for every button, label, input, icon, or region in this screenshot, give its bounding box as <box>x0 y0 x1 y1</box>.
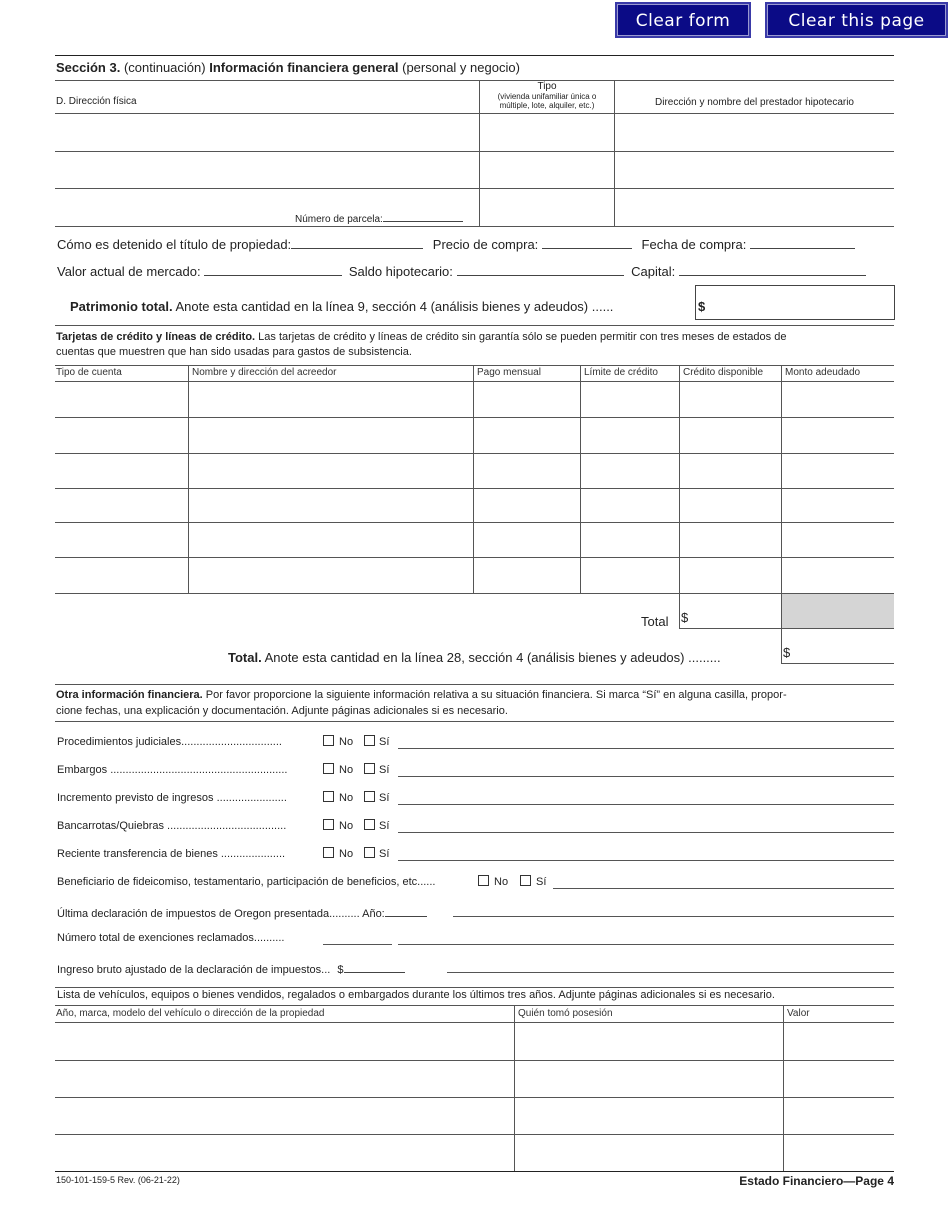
net-worth-dots: ...... <box>591 299 614 314</box>
explanation-field[interactable] <box>453 916 894 917</box>
no-checkbox[interactable] <box>323 819 334 830</box>
parcel-number-field[interactable] <box>383 209 463 222</box>
divider <box>679 365 680 628</box>
divider <box>580 365 581 593</box>
col-possession: Quién tomó posesión <box>518 1008 613 1019</box>
item-beneficiary-label: Beneficiario de fideicomiso, testamentario, participación de beneficios, etc...... <box>57 876 436 888</box>
mortgage-balance-field[interactable] <box>457 263 624 276</box>
item-income-increase-label: Incremento previsto de ingresos ....................... <box>57 792 287 804</box>
table-row <box>55 522 894 523</box>
purchase-price-field[interactable] <box>542 236 632 249</box>
exemptions-label: Número total de exenciones reclamados.......... <box>57 932 285 944</box>
purchase-date-field[interactable] <box>750 236 855 249</box>
col-credit-limit: Límite de crédito <box>584 367 658 378</box>
yes-label: Sí <box>379 820 390 832</box>
no-checkbox[interactable] <box>323 763 334 774</box>
section-subtitle: (personal y negocio) <box>402 60 520 75</box>
col-type-label: Tipo <box>537 81 557 92</box>
divider <box>55 365 894 366</box>
clear-page-button[interactable]: Clear this page <box>765 2 948 38</box>
col-available-credit: Crédito disponible <box>683 367 764 378</box>
grand-total-dots: ......... <box>688 650 721 665</box>
net-worth-field[interactable] <box>695 285 895 320</box>
divider <box>55 55 894 56</box>
table-row <box>55 593 894 594</box>
explanation-field[interactable] <box>398 748 894 749</box>
table-row <box>55 188 894 189</box>
exemptions-field[interactable] <box>323 944 392 945</box>
yes-checkbox[interactable] <box>520 875 531 886</box>
no-label: No <box>339 820 354 832</box>
no-label: No <box>339 792 354 804</box>
section-number: Sección 3. <box>56 60 121 75</box>
vehicles-heading: Lista de vehículos, equipos o bienes vendidos, regalados o embargados durante los últimos tres años. Adjunte páginas adicionales si es necesario. <box>57 989 775 1001</box>
col-value: Valor <box>787 1008 810 1019</box>
currency-symbol: $ <box>698 299 706 314</box>
yes-label: Sí <box>536 876 547 888</box>
section-main-title: Información financiera general <box>209 60 399 75</box>
divider <box>473 365 474 593</box>
table-row <box>55 1097 894 1098</box>
net-worth-label <box>70 299 613 314</box>
net-worth-text: Anote esta cantidad en la línea 9, sección 4 (análisis bienes y adeudos) <box>175 299 589 314</box>
credit-heading-bold: Tarjetas de crédito y líneas de crédito. <box>56 331 256 343</box>
no-label: No <box>494 876 509 888</box>
divider <box>55 381 894 382</box>
col-monthly-payment: Pago mensual <box>477 367 541 378</box>
yes-checkbox[interactable] <box>364 819 375 830</box>
col-account-type: Tipo de cuenta <box>56 367 122 378</box>
property-fields-row-2 <box>57 263 866 279</box>
table-row <box>55 488 894 489</box>
divider <box>514 1005 515 1171</box>
col-creditor: Nombre y dirección del acreedor <box>192 367 337 378</box>
explanation-field[interactable] <box>553 888 894 889</box>
table-row <box>55 151 894 152</box>
yes-label: Sí <box>379 848 390 860</box>
divider <box>55 80 894 81</box>
clear-form-button[interactable]: Clear form <box>615 2 751 38</box>
table-row <box>55 1171 894 1172</box>
no-label: No <box>339 764 354 776</box>
mortgage-balance-label: Saldo hipotecario: <box>348 264 453 279</box>
title-held-label: Cómo es detenido el título de propiedad: <box>57 237 292 252</box>
col-type-sub: (vivienda unifamiliar única o <box>497 92 597 101</box>
other-heading-bold: Otra información financiera. <box>56 689 203 701</box>
page-label: Estado Financiero—Page 4 <box>739 1174 894 1188</box>
table-row <box>55 557 894 558</box>
parcel-label: Número de parcela: <box>295 214 383 225</box>
grand-total-currency: $ <box>783 645 791 660</box>
purchase-price-label: Precio de compra: <box>432 237 539 252</box>
explanation-field[interactable] <box>447 972 894 973</box>
yes-checkbox[interactable] <box>364 791 375 802</box>
table-row <box>55 1060 894 1061</box>
explanation-field[interactable] <box>398 832 894 833</box>
agi-label <box>57 960 405 976</box>
net-worth-bold: Patrimonio total. <box>70 299 173 314</box>
divider <box>55 684 894 685</box>
capital-label: Capital: <box>631 264 676 279</box>
divider <box>188 365 189 593</box>
shaded-cell <box>782 594 894 628</box>
credit-heading-text: cuentas que muestren que han sido usadas para gastos de subsistencia. <box>56 346 412 358</box>
last-return-label <box>57 904 427 920</box>
item-bankruptcy-label: Bancarrotas/Quiebras ....................................... <box>57 820 287 832</box>
credit-heading <box>56 330 896 360</box>
credit-heading-text: Las tarjetas de crédito y líneas de crédito sin garantía sólo se pueden permitir con tres meses de estados de <box>258 331 787 343</box>
other-heading <box>56 687 896 719</box>
table-row <box>55 1134 894 1135</box>
grand-total-label <box>228 650 721 665</box>
explanation-field[interactable] <box>398 776 894 777</box>
other-heading-text: cione fechas, una explicación y documentación. Adjunte páginas adicionales si es necesario. <box>56 705 508 717</box>
divider <box>55 325 894 326</box>
yes-checkbox[interactable] <box>364 763 375 774</box>
divider <box>783 1005 784 1171</box>
section-title <box>56 60 520 75</box>
no-label: No <box>339 736 354 748</box>
col-lender-header: Dirección y nombre del prestador hipotecario <box>655 97 854 108</box>
parcel-number-label <box>295 209 463 225</box>
item-liens-label: Embargos .......................................................... <box>57 764 288 776</box>
no-label: No <box>339 848 354 860</box>
divider <box>55 1005 894 1006</box>
grand-total-bold: Total. <box>228 650 262 665</box>
col-amount-owed: Monto adeudado <box>785 367 861 378</box>
col-type-sub: múltiple, lote, alquiler, etc.) <box>499 101 595 110</box>
purchase-date-label: Fecha de compra: <box>641 237 747 252</box>
yes-label: Sí <box>379 764 390 776</box>
capital-field[interactable] <box>679 263 866 276</box>
no-checkbox[interactable] <box>323 791 334 802</box>
market-value-label: Valor actual de mercado: <box>57 264 201 279</box>
yes-checkbox[interactable] <box>364 735 375 746</box>
form-number: 150-101-159-5 Rev. (06-21-22) <box>56 1175 180 1185</box>
last-return-year-field[interactable] <box>385 904 427 917</box>
table-row <box>55 226 894 227</box>
table-row <box>55 417 894 418</box>
col-address-header: D. Dirección física <box>56 96 137 107</box>
other-heading-text: Por favor proporcione la siguiente información relativa a su situación financiera. Si marca “Sí” en alguna casilla, propor- <box>205 689 787 701</box>
table-row <box>55 113 894 114</box>
col-vehicle: Año, marca, modelo del vehículo o dirección de la propiedad <box>56 1008 325 1019</box>
grand-total-field[interactable] <box>781 663 894 664</box>
total-label: Total <box>641 614 669 629</box>
market-value-field[interactable] <box>204 263 342 276</box>
divider <box>55 721 894 722</box>
explanation-field[interactable] <box>398 944 894 945</box>
item-judicial-label: Procedimientos judiciales................................. <box>57 736 282 748</box>
agi-text: Ingreso bruto ajustado de la declaración de impuestos... <box>57 964 331 976</box>
yes-checkbox[interactable] <box>364 847 375 858</box>
item-transfer-label: Reciente transferencia de bienes ..................... <box>57 848 286 860</box>
total-currency: $ <box>681 610 689 625</box>
property-fields-row-1 <box>57 236 855 252</box>
divider <box>55 987 894 988</box>
no-checkbox[interactable] <box>323 735 334 746</box>
section-continuation: (continuación) <box>123 60 206 75</box>
agi-currency: $ <box>337 964 344 976</box>
divider <box>55 1022 894 1023</box>
no-checkbox[interactable] <box>478 875 489 886</box>
total-field[interactable] <box>679 628 894 629</box>
yes-label: Sí <box>379 736 390 748</box>
yes-label: Sí <box>379 792 390 804</box>
explanation-field[interactable] <box>398 860 894 861</box>
no-checkbox[interactable] <box>323 847 334 858</box>
agi-field[interactable] <box>344 960 405 973</box>
grand-total-text: Anote esta cantidad en la línea 28, sección 4 (análisis bienes y adeudos) <box>264 650 685 665</box>
last-return-text: Última declaración de impuestos de Oregon presentada.......... Año: <box>57 908 385 920</box>
title-held-field[interactable] <box>291 236 423 249</box>
explanation-field[interactable] <box>398 804 894 805</box>
table-row <box>55 453 894 454</box>
col-type-header <box>480 81 614 110</box>
